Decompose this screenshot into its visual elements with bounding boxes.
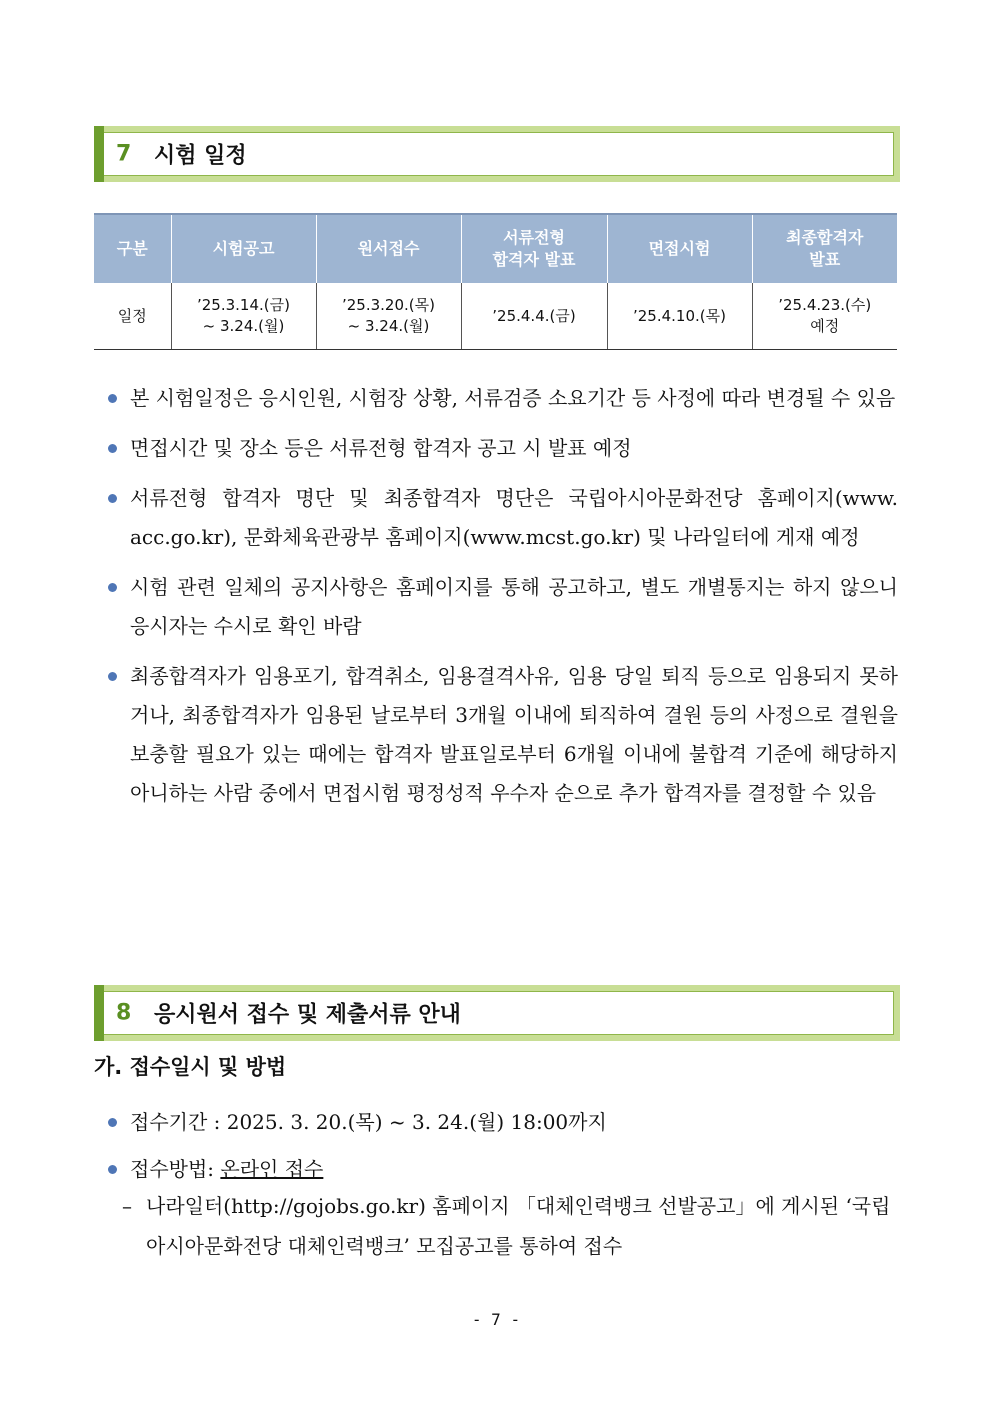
bullet-dot-icon	[108, 394, 117, 403]
cell-text: ’25.4.23.(수) 예정	[778, 296, 872, 335]
section-title: 응시원서 접수 및 제출서류 안내	[154, 1002, 461, 1028]
list-item	[108, 429, 898, 468]
page-number: - 7 -	[471, 1310, 521, 1329]
schedule-table	[94, 213, 897, 350]
table-cell	[607, 283, 752, 350]
cell-text: ’25.4.10.(목)	[633, 306, 726, 325]
reception-method-value: 온라인 접수	[220, 1157, 324, 1181]
table-header	[607, 214, 752, 283]
section-8-header	[94, 985, 900, 1041]
table-cell	[461, 283, 607, 350]
note-text: 본 시험일정은 응시인원, 시험장 상황, 서류검증 소요기간 등 사정에 따라 변경될 수 있음	[130, 386, 896, 410]
section-title: 시험 일정	[154, 143, 247, 169]
cell-text: ’25.4.4.(금)	[492, 306, 576, 325]
section-number: 8	[116, 1000, 132, 1026]
bullet-dot-icon	[108, 494, 117, 503]
cell-text: 일정	[117, 306, 147, 325]
list-item	[108, 657, 898, 813]
cell-text: ’25.3.14.(금) ~ 3.24.(월)	[197, 296, 290, 335]
bullet-dot-icon	[108, 583, 117, 592]
table-header	[752, 214, 897, 283]
section-number: 7	[116, 141, 132, 167]
list-item	[108, 1150, 898, 1189]
bullet-dot-icon	[108, 1165, 117, 1174]
table-header	[171, 214, 316, 283]
section-7-header	[94, 126, 900, 182]
list-item	[108, 568, 898, 646]
table-cell	[316, 283, 461, 350]
bullet-dot-icon	[108, 672, 117, 681]
header-label: 최종합격자 발표	[786, 228, 864, 269]
dash-marker: –	[122, 1194, 132, 1218]
reception-period: 접수기간 : 2025. 3. 20.(목) ~ 3. 24.(월) 18:00까지	[130, 1110, 607, 1134]
header-label: 시험공고	[212, 239, 275, 258]
header-label: 구분	[116, 239, 148, 258]
list-item	[108, 479, 898, 557]
subsection-heading: 가. 접수일시 및 방법	[94, 1055, 287, 1079]
list-item	[108, 1103, 898, 1142]
reception-detail-text: 나라일터(http://gojobs.go.kr) 홈페이지 「대체인력뱅크 선발공고」에 게시된 ‘국립아시아문화전당 대체인력뱅크’ 모집공고를 통하여 접수	[146, 1194, 891, 1258]
reception-list	[108, 1103, 898, 1189]
table-cell	[752, 283, 897, 350]
bullet-dot-icon	[108, 444, 117, 453]
notes-list	[108, 379, 898, 813]
list-item	[108, 379, 898, 418]
header-label: 서류전형 합격자 발표	[492, 228, 576, 269]
reception-method-label: 접수방법:	[130, 1157, 221, 1181]
cell-text: ’25.3.20.(목) ~ 3.24.(월)	[342, 296, 435, 335]
header-label: 면접시험	[648, 239, 711, 258]
table-cell	[94, 283, 171, 350]
section-accent-bar	[94, 126, 104, 182]
table-header-row	[94, 214, 897, 283]
table-header	[461, 214, 607, 283]
note-text: 면접시간 및 장소 등은 서류전형 합격자 공고 시 발표 예정	[130, 436, 632, 460]
note-text: 서류전형 합격자 명단 및 최종합격자 명단은 국립아시아문화전당 홈페이지(www. acc.go.kr), 문화체육관광부 홈페이지(www.mcst.go.kr) 및 나라일터에 게재 예정	[130, 486, 898, 549]
table-header	[316, 214, 461, 283]
table-cell	[171, 283, 316, 350]
table-header	[94, 214, 171, 283]
bullet-dot-icon	[108, 1118, 117, 1127]
note-text: 최종합격자가 임용포기, 합격취소, 임용결격사유, 임용 당일 퇴직 등으로 임용되지 못하거나, 최종합격자가 임용된 날로부터 3개월 이내에 퇴직하여 결원 등의 사정으로 결원을 보충할 필요가 있는 때에는 합격자 발표일로부터 6개월 이내에 불합격 기준에 해당하지 아니하는 사람 중에서 면접시험 평정성적 우수자 순으로 추가 합격자를 결정할 수 있음	[130, 664, 898, 805]
section-accent-bar	[94, 985, 104, 1041]
header-label: 원서접수	[357, 239, 420, 258]
table-row	[94, 283, 897, 350]
note-text: 시험 관련 일체의 공지사항은 홈페이지를 통해 공고하고, 별도 개별통지는 하지 않으니 응시자는 수시로 확인 바람	[130, 575, 898, 638]
reception-detail	[122, 1186, 898, 1266]
